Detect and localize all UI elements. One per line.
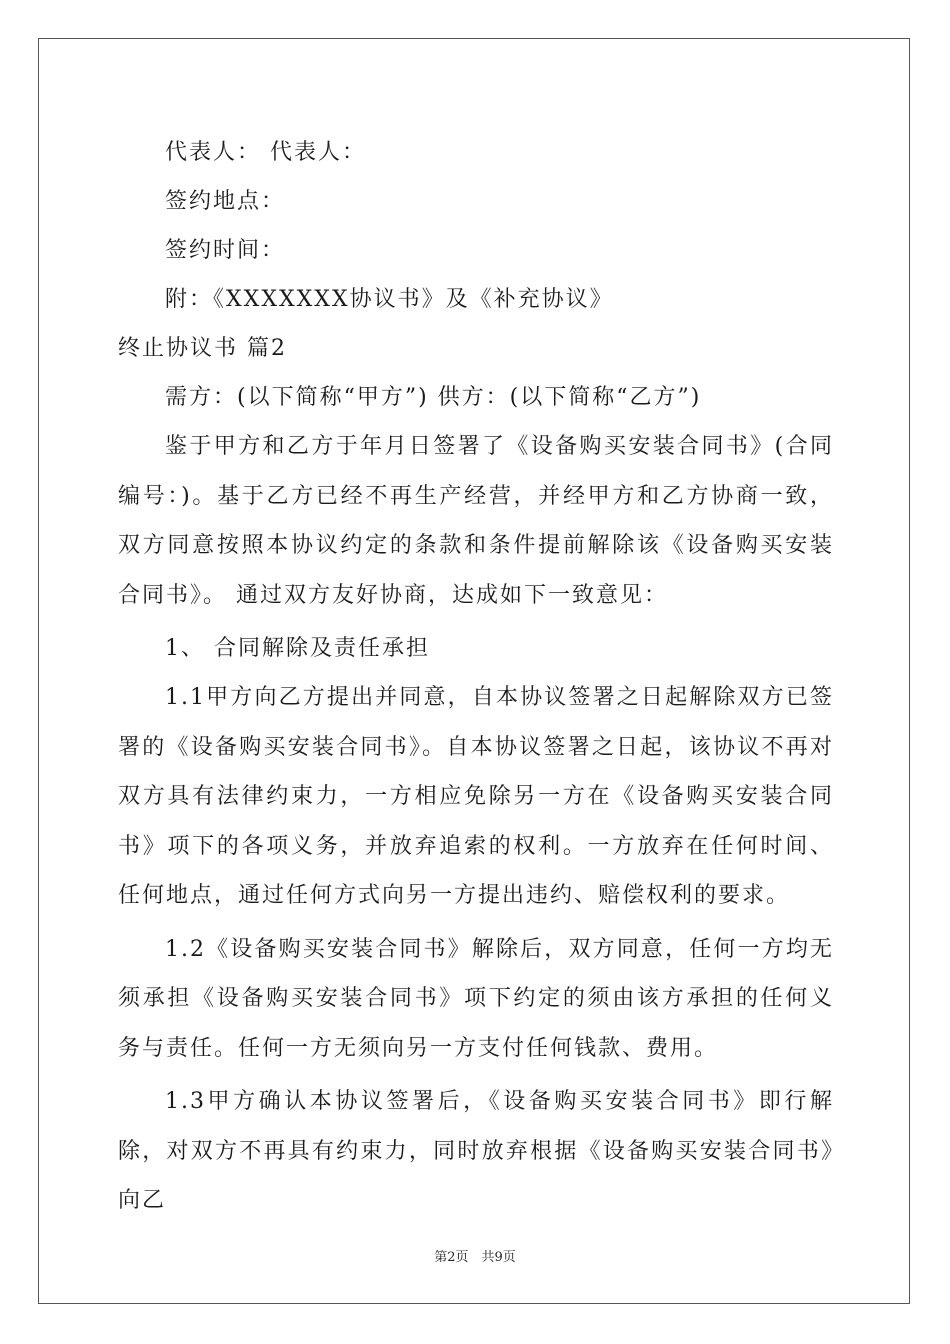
signing-time-line: 签约时间： (165, 238, 286, 263)
clause-1-3: 1.3甲方确认本协议签署后，《设备购买安装合同书》即行解除，对双方不再具有约束力，同时放弃根据《设备购买安装合同书》向乙 (118, 1089, 834, 1213)
section-title: 终止协议书 篇2 (118, 336, 287, 361)
attachment-line: 附：《XXXXXXX协议书》及《补充协议》 (165, 287, 614, 312)
signing-place-line: 签约地点： (165, 189, 286, 214)
heading-1: 1、 合同解除及责任承担 (165, 636, 430, 661)
clause-1-1: 1.1甲方向乙方提出并同意，自本协议签署之日起解除双方已签署的《设备购买安装合同书》。自本协议签署之日起，该协议不再对双方具有法律约束力，一方相应免除另一方在《设备购买安装合同书》项下的各项义务，并放弃追索的权利。一方放弃在任何时间、任何地点，通过任何方式向另一方提出违约、赔偿权利的要求。 (118, 685, 834, 908)
intro-paragraph: 鉴于甲方和乙方于年月日签署了《设备购买安装合同书》(合同编号：)。基于乙方已经不再生产经营，并经甲方和乙方协商一致，双方同意按照本协议约定的条款和条件提前解除该《设备购买安装合同书》。 通过双方友好协商，达成如下一致意见： (118, 434, 834, 608)
document-body (118, 128, 834, 1226)
clause-1-2: 1.2《设备购买安装合同书》解除后，双方同意，任何一方均无须承担《设备购买安装合同书》项下约定的须由该方承担的任何义务与责任。任何一方无须向另一方支付任何钱款、费用。 (118, 936, 834, 1061)
page-footer: 第2页 共9页 (434, 1250, 516, 1265)
representative-line: 代表人： 代表人： (165, 140, 366, 165)
parties-line: 需方：(以下简称“甲方”) 供方：(以下简称“乙方”) (165, 385, 702, 410)
